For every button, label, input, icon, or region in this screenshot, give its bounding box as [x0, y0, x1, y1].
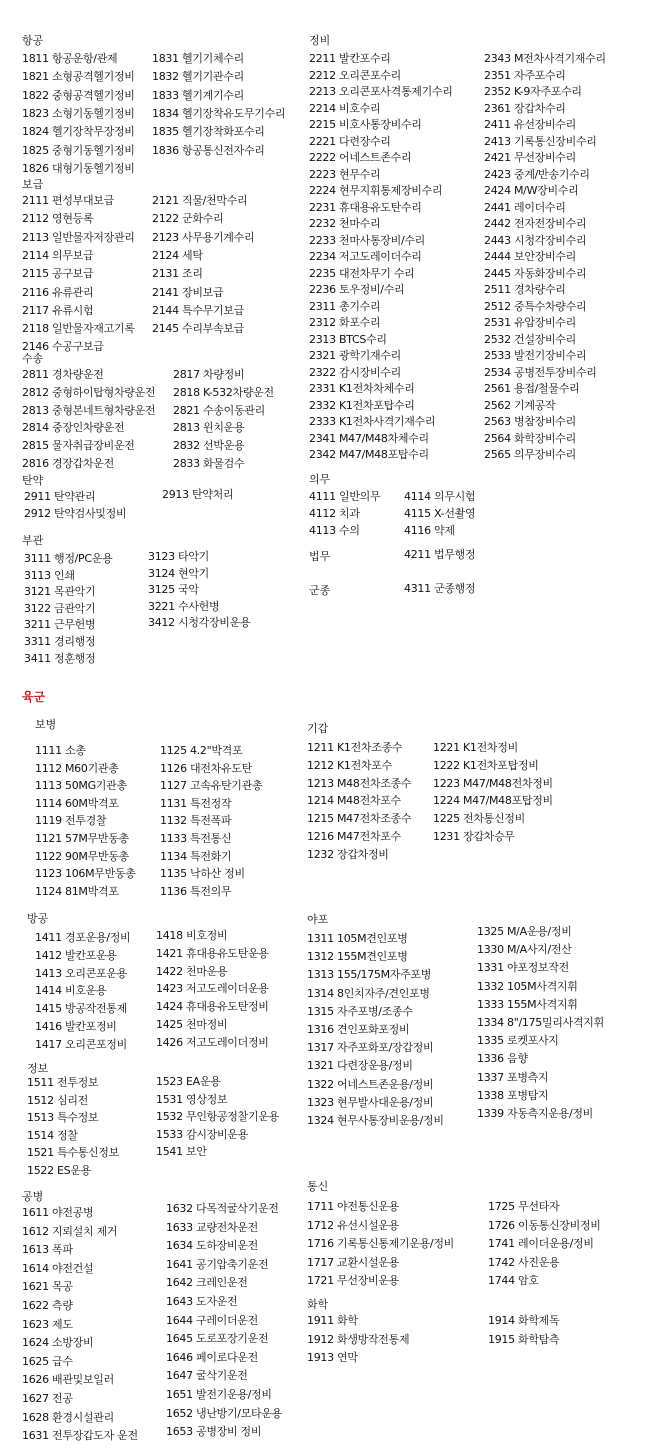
section-title: 군종: [309, 584, 331, 597]
mos-code-item: 2231 휴대용유도탄수리: [309, 200, 422, 214]
mos-code-item: 1511 전투정보: [27, 1076, 99, 1089]
mos-code-item: 1613 폭파: [22, 1243, 73, 1257]
mos-code-item: 2816 경장갑차운전: [22, 457, 114, 470]
mos-code-item: 2232 천마수리: [309, 217, 381, 230]
mos-code-item: 1421 휴대용유도탄운용: [156, 946, 269, 960]
army-heading: 육군: [22, 690, 46, 704]
mos-code-item: 2351 자주포수리: [484, 68, 566, 82]
mos-code-item: 2443 시청각장비수리: [484, 233, 587, 247]
mos-code-item: 1726 이동통신장비정비: [488, 1218, 601, 1232]
mos-code-item: 1614 야전건설: [22, 1261, 94, 1275]
mos-code-item: 2311 총기수리: [309, 299, 381, 313]
mos-code-item: 1425 천마정비: [156, 1018, 228, 1031]
mos-code-item: 1836 항공통신전자수리: [152, 143, 265, 157]
mos-code-item: 2912 탄약검사및정비: [24, 507, 127, 520]
mos-code-item: 1833 헬기계기수리: [152, 88, 244, 102]
mos-code-item: 2441 레이더수리: [484, 200, 566, 214]
mos-code-item: 2146 수공구보급: [22, 340, 104, 354]
mos-code-item: 1521 특수통신정보: [27, 1146, 119, 1160]
mos-code-item: 1126 대전차유도탄: [160, 761, 252, 775]
mos-code-item: 1623 제도: [22, 1317, 73, 1331]
mos-code-item: 1647 굴삭기운전: [166, 1369, 248, 1383]
mos-code-item: 1127 고속유탄기관총: [160, 779, 263, 793]
mos-code-item: 2562 기계공작: [484, 398, 556, 412]
mos-code-item: 2112 영현등록: [22, 212, 94, 226]
mos-code-item: 1418 비호정비: [156, 929, 228, 942]
mos-code-item: 2211 발칸포수리: [309, 52, 391, 65]
mos-code-item: 2222 어네스트존수리: [309, 151, 412, 164]
mos-code-item: 2832 선박운용: [173, 439, 245, 453]
mos-code-item: 1231 장갑차승무: [433, 830, 515, 843]
mos-code-item: 1531 영상정보: [156, 1092, 228, 1106]
mos-code-item: 1119 전투경찰: [35, 814, 107, 828]
mos-code-item: 2115 공구보급: [22, 267, 94, 281]
mos-code-item: 1634 도하장비운전: [166, 1239, 258, 1253]
mos-code-item: 2421 무선장비수리: [484, 151, 576, 164]
mos-code-item: 1321 다련장운용/정비: [307, 1059, 413, 1073]
mos-code-item: 3111 행정/PC운용: [24, 552, 113, 565]
mos-code-item: 1533 감시장비운용: [156, 1127, 248, 1141]
mos-code-item: 2223 현무수리: [309, 167, 381, 181]
mos-code-item: 1626 배관및보일러: [22, 1373, 114, 1387]
mos-code-item: 2533 발전기장비수리: [484, 349, 587, 362]
mos-code-item: 4116 약제: [404, 524, 455, 537]
mos-code-item: 1711 야전통신운용: [307, 1200, 399, 1213]
mos-code-item: 1224 M47/M48포탑정비: [433, 794, 553, 808]
section-title: 부관: [22, 534, 44, 547]
mos-code-item: 2341 M47/M48차체수리: [309, 431, 429, 445]
mos-code-item: 1646 페이로다운전: [166, 1350, 258, 1364]
mos-code-item: 2116 유류관리: [22, 285, 94, 299]
mos-code-item: 2131 조리: [152, 267, 203, 281]
mos-code-item: 1541 보안: [156, 1145, 207, 1159]
mos-code-item: 1522 ES운용: [27, 1164, 91, 1177]
mos-code-item: 2361 장갑차수리: [484, 101, 566, 115]
section-title: 방공: [27, 912, 49, 925]
mos-code-item: 1323 현무발사대운용/정비: [307, 1095, 434, 1109]
mos-code-item: 3123 타악기: [148, 550, 209, 563]
mos-code-item: 2561 용접/철물수리: [484, 382, 580, 395]
mos-code-item: 1514 정찰: [27, 1128, 78, 1142]
mos-code-item: 1911 화학: [307, 1314, 358, 1327]
mos-code-item: 2332 K1전차포탑수리: [309, 398, 415, 412]
mos-code-item: 2352 K-9자주포수리: [484, 85, 582, 98]
mos-code-item: 2911 탄약관리: [24, 490, 96, 503]
mos-code-item: 2343 M전차사격기재수리: [484, 52, 606, 65]
mos-code-item: 1422 천마운용: [156, 964, 228, 978]
mos-code-item: 2214 비호수리: [309, 101, 381, 115]
mos-code-item: 1411 경포운용/정비: [35, 931, 131, 944]
mos-code-item: 4114 의무시험: [404, 490, 476, 503]
mos-code-item: 1653 공병장비 정비: [166, 1425, 262, 1439]
mos-code-item: 1232 장갑차정비: [307, 847, 389, 861]
mos-code-item: 1412 발칸포운용: [35, 948, 117, 962]
section-title: 야포: [307, 913, 329, 926]
mos-code-item: 2563 병참장비수리: [484, 415, 576, 428]
mos-code-item: 2331 K1전차차체수리: [309, 382, 415, 395]
mos-code-item: 1913 연막: [307, 1351, 358, 1364]
mos-code-item: 1915 화학탐측: [488, 1332, 560, 1346]
mos-code-item: 3113 인쇄: [24, 568, 75, 582]
mos-code-item: 2313 BTCS수리: [309, 332, 387, 346]
mos-code-item: 1215 M47전차조종수: [307, 812, 412, 826]
mos-code-item: 2442 전자전장비수리: [484, 217, 587, 230]
section-title: 항공: [22, 34, 44, 47]
mos-code-item: 1822 중형공격헬기정비: [22, 88, 135, 102]
mos-code-item: 1622 측량: [22, 1299, 73, 1312]
mos-code-item: 1416 발칸포정비: [35, 1020, 117, 1033]
mos-code-item: 1312 155M견인포병: [307, 950, 408, 964]
mos-code-item: 1512 심리전: [27, 1093, 88, 1107]
mos-code-item: 2411 유선장비수리: [484, 118, 576, 131]
mos-code-item: 1213 M48전차조종수: [307, 776, 412, 790]
section-title: 탄약: [22, 474, 44, 487]
mos-code-item: 4113 수의: [309, 524, 360, 537]
mos-code-item: 2812 중형하이탑형차량운전: [22, 385, 156, 399]
mos-code-item: 2114 의무보급: [22, 248, 94, 262]
mos-code-item: 1124 81M박격포: [35, 884, 119, 898]
mos-code-item: 1621 목공: [22, 1280, 73, 1294]
mos-code-item: 2122 군화수리: [152, 212, 224, 226]
mos-code-item: 2312 화포수리: [309, 316, 381, 329]
mos-code-item: 1716 기록통신통제기운용/정비: [307, 1237, 454, 1250]
mos-code-item: 1642 크레인운전: [166, 1276, 248, 1290]
mos-code-item: 2123 사무용기계수리: [152, 230, 255, 244]
mos-code-item: 4311 군종행정: [404, 582, 476, 595]
mos-code-item: 2531 유압장비수리: [484, 316, 576, 329]
mos-code-item: 3311 경리행정: [24, 635, 96, 648]
mos-code-item: 2813 중형본네트형차량운전: [22, 403, 156, 417]
mos-code-item: 1643 도자운전: [166, 1295, 238, 1308]
mos-code-item: 1121 57M무반동총: [35, 832, 129, 845]
mos-code-item: 1330 M/A사지/전산: [477, 943, 572, 957]
mos-code-item: 1424 휴대용유도탄정비: [156, 1000, 269, 1014]
mos-code-item: 1413 오리콘포운용: [35, 966, 127, 980]
mos-code-item: 1113 50MG기관총: [35, 779, 127, 793]
mos-code-item: 1633 교량전차운전: [166, 1220, 258, 1234]
mos-code-item: 1212 K1전차포수: [307, 758, 392, 772]
mos-code-item: 2234 저고도레이더수리: [309, 250, 422, 263]
mos-code-item: 2117 유류시험: [22, 303, 94, 317]
mos-code-item: 3121 목관악기: [24, 585, 96, 599]
mos-code-item: 1645 도로포장기운전: [166, 1332, 269, 1346]
section-title: 정보: [27, 1062, 49, 1075]
mos-code-item: 2121 직물/천막수리: [152, 194, 248, 207]
mos-code-item: 1426 저고도레이더정비: [156, 1035, 269, 1049]
section-title: 수송: [22, 352, 44, 365]
mos-code-item: 2564 화학장비수리: [484, 431, 576, 445]
mos-code-item: 1912 화생방작전통제: [307, 1332, 410, 1346]
mos-code-item: 1135 낙하산 정비: [160, 867, 245, 881]
mos-code-item: 1339 자동측지운용/정비: [477, 1107, 594, 1120]
mos-code-item: 1712 유선시설운용: [307, 1218, 399, 1232]
mos-code-item: 1641 공기압축기운전: [166, 1257, 269, 1271]
mos-code-item: 2511 경차량수리: [484, 283, 566, 296]
mos-code-item: 1832 헬기기관수리: [152, 70, 244, 84]
mos-code-item: 1414 비호운용: [35, 984, 107, 998]
mos-code-item: 1725 무선타자: [488, 1200, 560, 1213]
mos-code-item: 2534 공병전투장비수리: [484, 365, 597, 379]
mos-code-item: 2235 대전차무기 수리: [309, 266, 415, 280]
mos-code-item: 1624 소방장비: [22, 1336, 94, 1350]
mos-code-item: 2236 토우정비/수리: [309, 283, 405, 296]
mos-code-item: 1136 특전의무: [160, 884, 232, 898]
mos-code-item: 1831 헬기기체수리: [152, 52, 244, 65]
mos-code-item: 2144 특수무기보급: [152, 303, 244, 317]
mos-code-item: 1625 급수: [22, 1354, 73, 1368]
mos-code-item: 1315 자주포병/조종수: [307, 1004, 413, 1018]
section-title: 화학: [307, 1298, 329, 1311]
mos-code-item: 2124 세탁: [152, 248, 203, 262]
mos-code-item: 4115 X-선촬영: [404, 507, 476, 520]
mos-code-item: 2423 중계/반송기수리: [484, 167, 590, 181]
mos-code-item: 1627 전공: [22, 1392, 73, 1405]
mos-code-item: 2333 K1전차사격기재수리: [309, 415, 436, 428]
mos-code-item: 1222 K1전차포탑정비: [433, 758, 539, 772]
section-title: 보급: [22, 178, 44, 191]
mos-code-item: 1331 야포정보작전: [477, 961, 569, 975]
mos-code-item: 2342 M47/M48포탑수리: [309, 448, 429, 461]
mos-code-item: 1216 M47전차포수: [307, 830, 401, 843]
mos-code-item: 1631 전투장갑도자 운전: [22, 1429, 138, 1443]
mos-code-item: 1333 155M사격지휘: [477, 997, 578, 1011]
mos-code-item: 2811 경차량운전: [22, 368, 104, 381]
mos-code-item: 1122 90M무반동총: [35, 849, 129, 863]
section-title: 정비: [309, 34, 331, 47]
mos-code-item: 1826 대형기동헬기정비: [22, 161, 135, 175]
mos-code-item: 1111 소총: [35, 744, 86, 757]
mos-code-item: 1324 현무사통장비운용/정비: [307, 1114, 444, 1127]
mos-code-item: 2424 M/W장비수리: [484, 184, 579, 197]
mos-code-item: 1513 특수정보: [27, 1111, 99, 1125]
section-title: 의무: [309, 473, 331, 486]
mos-code-item: 2813 윈치운용: [173, 421, 245, 435]
mos-code-item: 2413 기록통신장비수리: [484, 134, 597, 148]
mos-code-item: 1322 어네스트존운용/정비: [307, 1077, 434, 1091]
mos-code-item: 1651 발전기운용/정비: [166, 1388, 272, 1401]
mos-code-item: 3412 시청각장비운용: [148, 616, 251, 630]
mos-code-item: 1336 음향: [477, 1052, 528, 1066]
mos-code-item: 1742 사진운용: [488, 1255, 560, 1269]
mos-code-item: 3221 수사헌병: [148, 599, 220, 613]
mos-code-item: 3124 현악기: [148, 566, 209, 580]
mos-code-item: 1611 야전공병: [22, 1206, 94, 1219]
mos-code-item: 2817 차량정비: [173, 368, 245, 381]
mos-code-item: 2532 건설장비수리: [484, 332, 576, 346]
mos-code-item: 1417 오리콘포정비: [35, 1037, 127, 1051]
mos-code-item: 1741 레이더운용/정비: [488, 1237, 594, 1250]
mos-code-item: 1415 방공작전통제: [35, 1002, 127, 1016]
mos-code-item: 2512 중특수차량수리: [484, 299, 587, 313]
mos-code-item: 1523 EA운용: [156, 1075, 221, 1088]
mos-code-item: 1221 K1전차정비: [433, 741, 518, 754]
mos-code-item: 2141 장비보급: [152, 285, 224, 299]
mos-code-item: 1134 특전화기: [160, 849, 232, 863]
mos-code-item: 1834 헬기장착유도무기수리: [152, 106, 286, 120]
mos-code-item: 1311 105M견인포병: [307, 932, 408, 945]
mos-code-item: 1628 환경시설관리: [22, 1410, 114, 1424]
mos-code-item: 1335 로켓포사지: [477, 1034, 559, 1048]
mos-code-item: 1211 K1전차조종수: [307, 741, 403, 754]
mos-code-item: 1225 전차통신정비: [433, 812, 525, 826]
mos-code-item: 1721 무선장비운용: [307, 1274, 399, 1287]
mos-code-item: 1132 특전폭파: [160, 814, 232, 828]
mos-code-item: 1337 포병측지: [477, 1070, 549, 1084]
mos-code-item: 1632 다목적굴삭기운전: [166, 1202, 279, 1215]
mos-code-item: 1112 M60기관총: [35, 761, 119, 775]
mos-code-item: 1532 무인항공정찰기운용: [156, 1110, 279, 1124]
mos-code-item: 2215 비호사통장비수리: [309, 118, 422, 131]
mos-code-item: 1131 특전정작: [160, 796, 232, 810]
mos-code-item: 1652 냉난방기/모타운용: [166, 1406, 283, 1420]
section-title: 공병: [22, 1190, 44, 1203]
mos-code-item: 2221 다련장수리: [309, 134, 391, 148]
mos-code-item: 1325 M/A운용/정비: [477, 925, 572, 938]
mos-code-item: 3122 금관악기: [24, 601, 96, 615]
mos-code-item: 2833 화물검수: [173, 457, 245, 470]
mos-code-item: 1316 견인포화포정비: [307, 1023, 410, 1036]
mos-code-item: 2821 수송이동관리: [173, 403, 265, 417]
section-title: 법무: [309, 550, 331, 563]
mos-code-item: 2913 탄약처리: [162, 488, 234, 501]
mos-code-item: 1824 헬기장착무장정비: [22, 125, 135, 139]
mos-code-item: 1332 105M사격지휘: [477, 979, 578, 993]
mos-code-item: 1717 교환시설운용: [307, 1255, 399, 1269]
mos-code-item: 4112 치과: [309, 507, 360, 520]
mos-code-item: 4111 일반의무: [309, 490, 381, 503]
mos-code-item: 1821 소형공격헬기정비: [22, 70, 135, 84]
mos-code-item: 1644 구레이더운전: [166, 1313, 258, 1327]
mos-code-item: 2213 오리콘포사격통제기수리: [309, 85, 453, 98]
mos-code-item: 1214 M48전차포수: [307, 794, 401, 808]
mos-code-item: 2224 현무지휘통제장비수리: [309, 184, 443, 197]
mos-code-item: 1744 암호: [488, 1274, 539, 1287]
mos-code-item: 1133 특전통신: [160, 832, 232, 845]
mos-code-item: 1811 항공운항/관제: [22, 52, 118, 65]
mos-code-item: 2565 의무장비수리: [484, 448, 576, 461]
mos-code-item: 1125 4.2"박격포: [160, 744, 243, 757]
mos-code-item: 1114 60M박격포: [35, 796, 119, 810]
mos-code-item: 1123 106M무반동총: [35, 867, 136, 881]
mos-code-item: 2445 자동화장비수리: [484, 266, 587, 280]
mos-code-item: 1314 8인치자주/견인포병: [307, 986, 430, 1000]
mos-code-item: 2818 K-532차량운전: [173, 385, 274, 399]
mos-code-item: 2321 광학기재수리: [309, 349, 401, 362]
mos-code-item: 2118 일반물자재고기록: [22, 322, 135, 336]
mos-code-item: 4211 법무행정: [404, 548, 476, 561]
mos-code-item: 3211 근무헌병: [24, 618, 96, 632]
mos-code-item: 1612 지뢰설치 제거: [22, 1224, 118, 1238]
mos-code-item: 3411 정훈행정: [24, 651, 96, 665]
mos-code-item: 1423 저고도레이더운용: [156, 982, 269, 996]
mos-code-item: 2815 물자취급장비운전: [22, 439, 135, 453]
mos-code-item: 2111 편성부대보급: [22, 194, 114, 207]
mos-code-item: 2814 중장인차량운전: [22, 421, 125, 435]
mos-code-item: 1835 헬기장착화포수리: [152, 125, 265, 139]
mos-code-item: 2113 일반물자저장관리: [22, 230, 135, 244]
mos-code-item: 1914 화학제독: [488, 1314, 560, 1327]
mos-code-item: 2233 천마사통장비/수리: [309, 233, 426, 247]
mos-code-item: 1334 8"/175밀리사격지휘: [477, 1016, 604, 1029]
mos-code-item: 2212 오리콘포수리: [309, 68, 401, 82]
mos-code-item: 3125 국악: [148, 583, 199, 597]
section-title: 보병: [35, 718, 57, 731]
mos-code-item: 2322 감시장비수리: [309, 365, 401, 379]
mos-code-item: 1313 155/175M자주포병: [307, 968, 432, 982]
mos-code-item: 1223 M47/M48전차정비: [433, 776, 553, 790]
mos-code-item: 1825 중형기동헬기정비: [22, 143, 135, 157]
mos-code-item: 1823 소형기동헬기정비: [22, 106, 135, 120]
mos-code-item: 2444 보안장비수리: [484, 250, 576, 263]
section-title: 기갑: [307, 722, 329, 735]
section-title: 통신: [307, 1180, 329, 1193]
mos-code-item: 1338 포병탐지: [477, 1088, 549, 1102]
mos-code-item: 2145 수리부속보급: [152, 322, 244, 336]
mos-code-item: 1317 자주포화포/장갑정비: [307, 1041, 434, 1055]
